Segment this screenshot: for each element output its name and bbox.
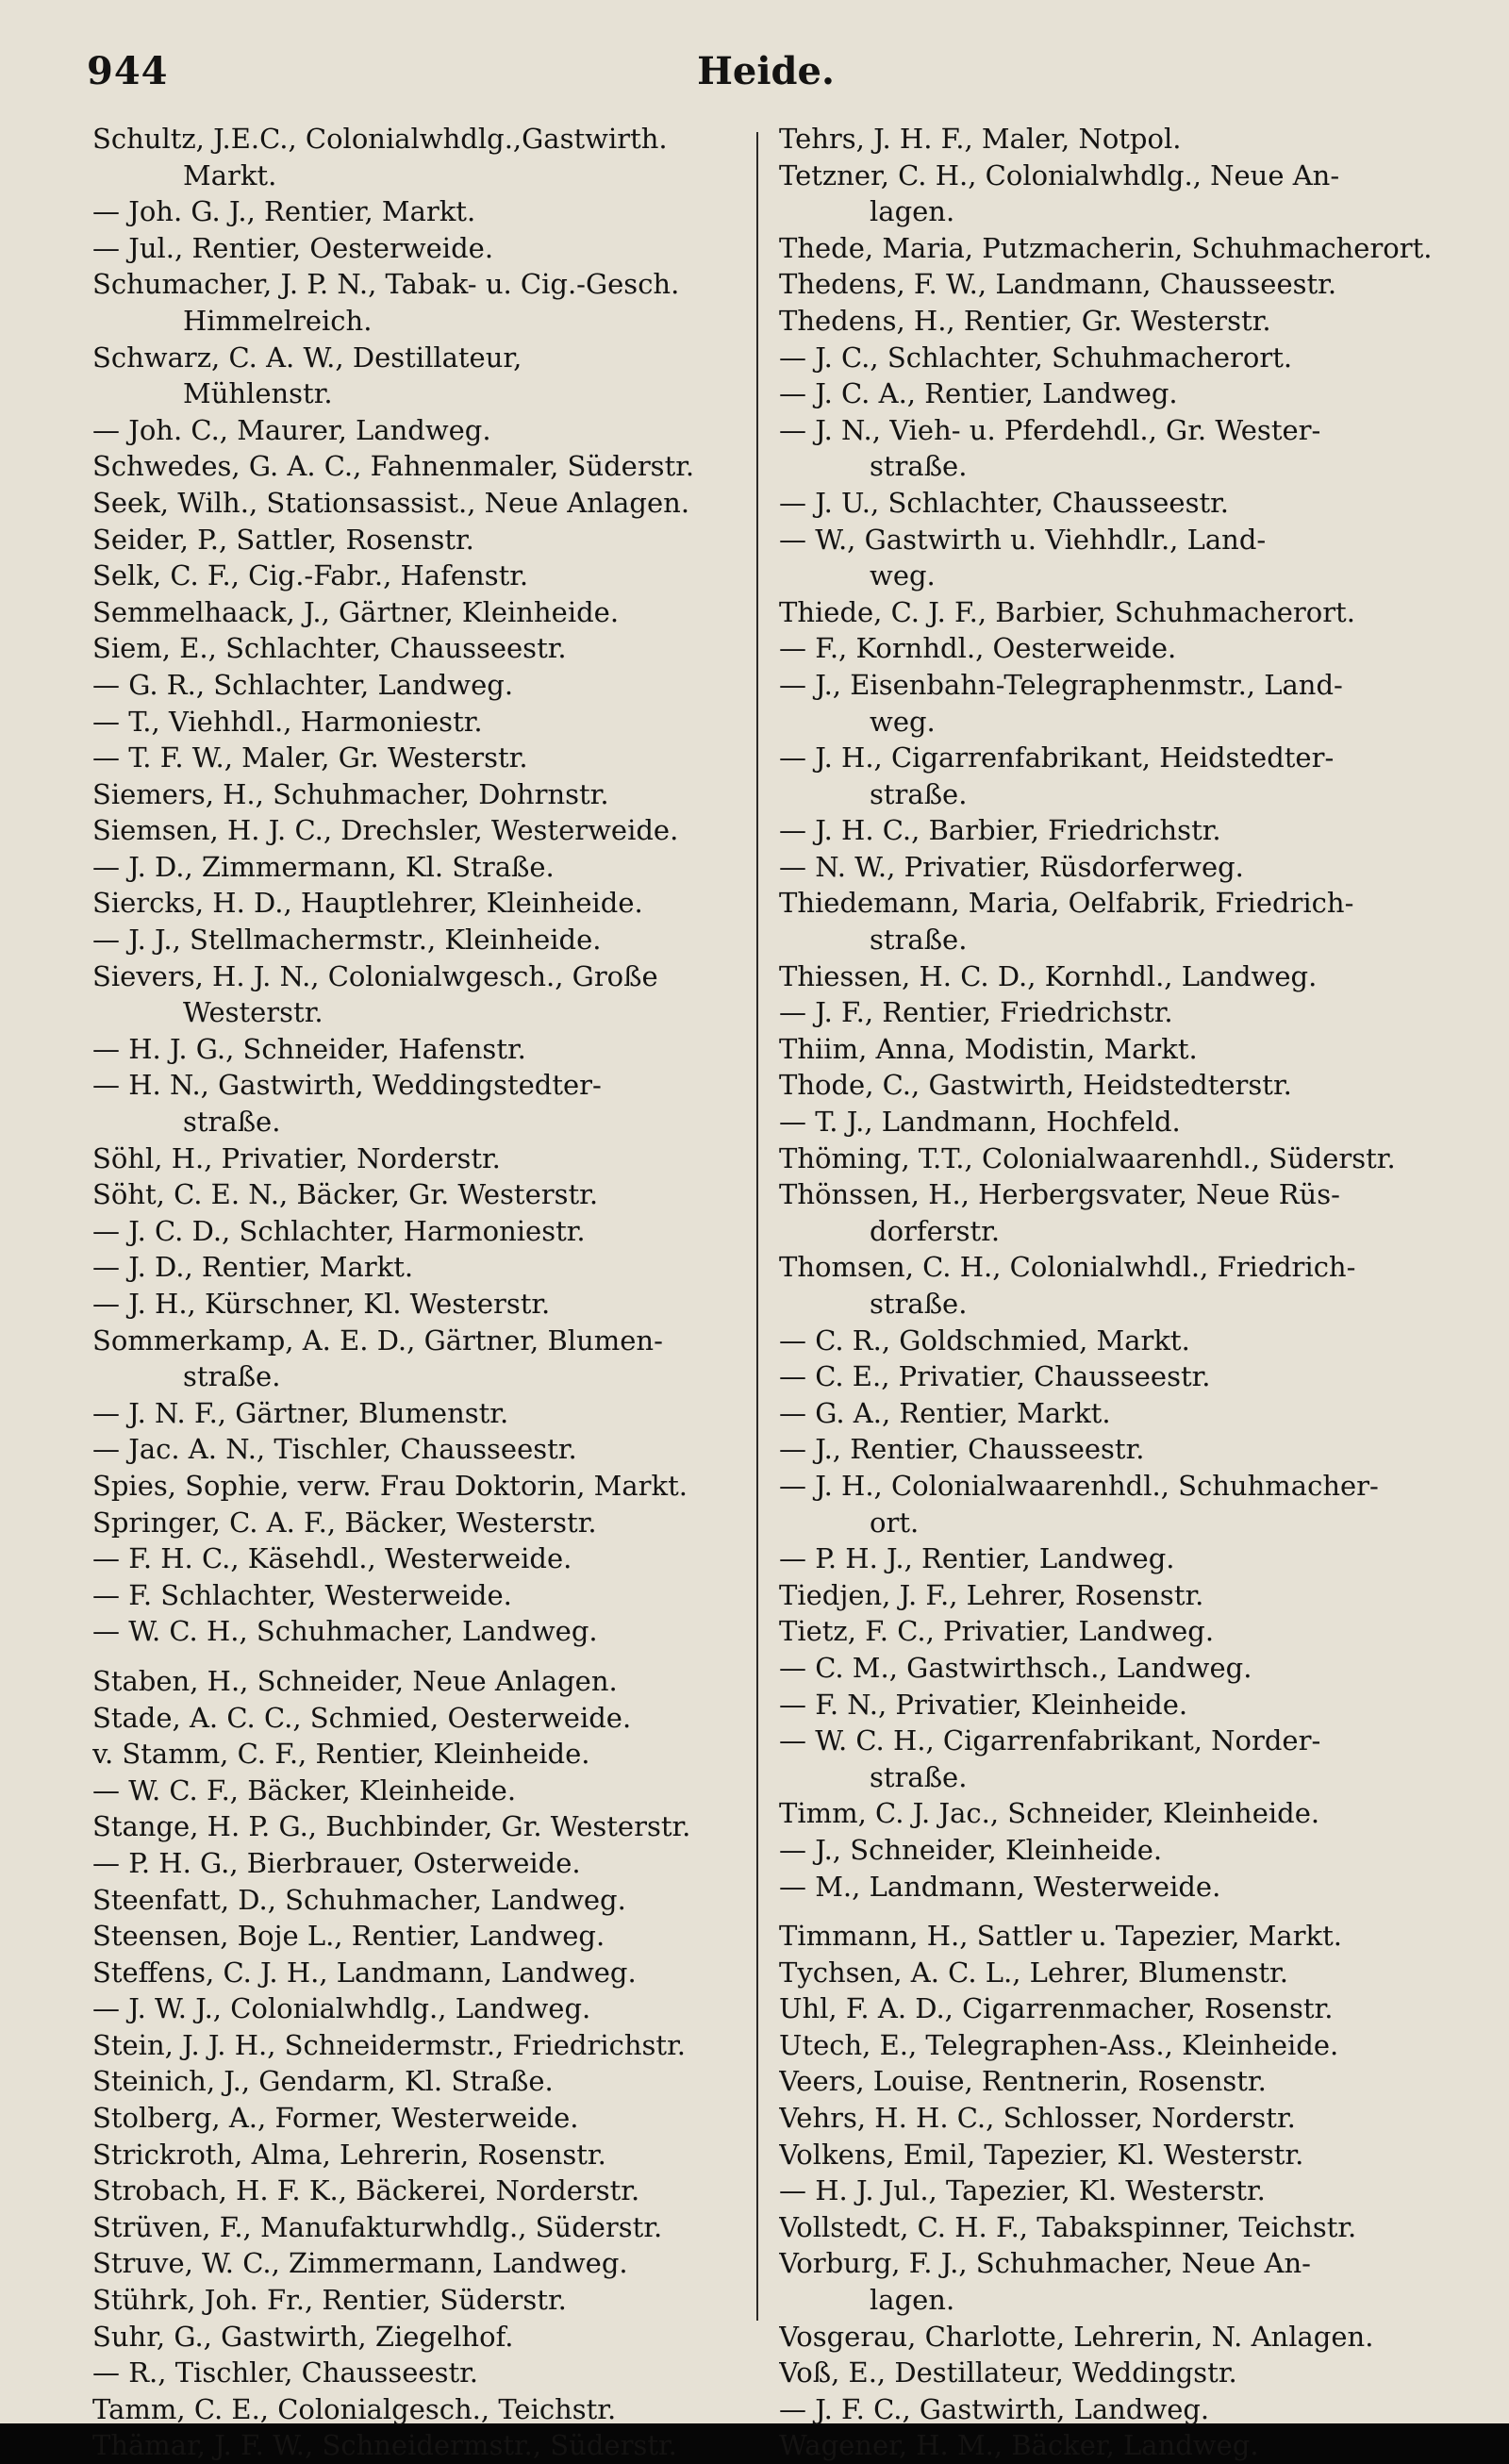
directory-entry: — G. R., Schlachter, Landweg. — [92, 668, 514, 701]
directory-entry: — F. H. C., Käsehdl., Westerweide. — [92, 1542, 572, 1575]
directory-entry: — W. C. F., Bäcker, Kleinheide. — [92, 1773, 517, 1806]
directory-entry: — J. C. A., Rentier, Landweg. — [779, 377, 1178, 410]
directory-entry: Stade, A. C. C., Schmied, Oesterweide. — [92, 1701, 632, 1734]
directory-entry: — W. C. H., Cigarrenfabrikant, Norder- — [779, 1724, 1321, 1757]
directory-entry: — T. F. W., Maler, Gr. Westerstr. — [92, 741, 528, 774]
directory-entry: — H. N., Gastwirth, Weddingstedter- — [92, 1069, 602, 1102]
directory-entry: Thiedemann, Maria, Oelfabrik, Friedrich- — [779, 887, 1354, 920]
directory-entry: Seider, P., Sattler, Rosenstr. — [92, 523, 474, 556]
entry-continuation: straße. — [870, 1288, 968, 1320]
directory-entry: — W. C. H., Schuhmacher, Landweg. — [92, 1615, 598, 1648]
entry-continuation: straße. — [870, 1760, 968, 1793]
directory-entry: — J. F., Rentier, Friedrichstr. — [779, 996, 1173, 1029]
directory-entry: Tychsen, A. C. L., Lehrer, Blumenstr. — [779, 1956, 1288, 1989]
directory-entry: Strüven, F., Manufakturwhdlg., Süderstr. — [92, 2210, 663, 2243]
directory-entry: Vehrs, H. H. C., Schlosser, Norderstr. — [779, 2102, 1296, 2135]
entry-continuation: dorferstr. — [870, 1214, 1001, 1247]
directory-entry: — J. D., Rentier, Markt. — [92, 1251, 414, 1284]
directory-entry: Schumacher, J. P. N., Tabak- u. Cig.-Gesch. — [92, 268, 680, 301]
directory-entry: — Joh. C., Maurer, Landweg. — [92, 413, 491, 446]
directory-entry: — W., Gastwirth u. Viehhdlr., Land- — [779, 523, 1267, 556]
directory-entry: Thiim, Anna, Modistin, Markt. — [779, 1032, 1198, 1065]
directory-entry: Timm, C. J. Jac., Schneider, Kleinheide. — [779, 1797, 1320, 1830]
left-column — [92, 121, 762, 2464]
directory-entry: Vollstedt, C. H. F., Tabakspinner, Teichstr. — [779, 2210, 1357, 2243]
directory-entry: Thönssen, H., Herbergsvater, Neue Rüs- — [779, 1178, 1340, 1211]
directory-entry: Siem, E., Schlachter, Chausseestr. — [92, 632, 567, 665]
directory-entry: — J. F. C., Gastwirth, Landweg. — [779, 2392, 1210, 2425]
directory-entry: — F., Kornhdl., Oesterweide. — [779, 632, 1177, 665]
directory-entry: Staben, H., Schneider, Neue Anlagen. — [92, 1664, 618, 1697]
directory-entry: Strickroth, Alma, Lehrerin, Rosenstr. — [92, 2138, 606, 2171]
directory-entry: Steinich, J., Gendarm, Kl. Straße. — [92, 2065, 554, 2098]
directory-entry: Steffens, C. J. H., Landmann, Landweg. — [92, 1956, 637, 1989]
directory-entry: — G. A., Rentier, Markt. — [779, 1396, 1111, 1429]
entry-continuation: weg. — [870, 705, 936, 738]
directory-entry: — F. Schlachter, Westerweide. — [92, 1578, 512, 1611]
directory-entry: Thomsen, C. H., Colonialwhdl., Friedrich- — [779, 1251, 1356, 1284]
directory-entry: Springer, C. A. F., Bäcker, Westerstr. — [92, 1506, 597, 1539]
directory-entry: Spies, Sophie, verw. Frau Doktorin, Markt. — [92, 1469, 688, 1502]
entry-continuation: Markt. — [183, 158, 277, 191]
directory-entry: Struve, W. C., Zimmermann, Landweg. — [92, 2247, 628, 2280]
directory-entry: — J. H. C., Barbier, Friedrichstr. — [779, 814, 1221, 847]
directory-entry: Schwarz, C. A. W., Destillateur, — [92, 341, 522, 374]
directory-entry: Thede, Maria, Putzmacherin, Schuhmacherort. — [779, 231, 1433, 264]
directory-entry: Volkens, Emil, Tapezier, Kl. Westerstr. — [779, 2138, 1304, 2171]
directory-entry: Siemsen, H. J. C., Drechsler, Westerweide. — [92, 814, 679, 847]
directory-entry: Strobach, H. F. K., Bäckerei, Norderstr. — [92, 2174, 640, 2207]
column-divider — [756, 132, 758, 2321]
directory-entry: — J. C., Schlachter, Schuhmacherort. — [779, 341, 1293, 374]
directory-entry: Tiedjen, J. F., Lehrer, Rosenstr. — [779, 1578, 1204, 1611]
directory-entry: — M., Landmann, Westerweide. — [779, 1870, 1221, 1903]
directory-entry: Utech, E., Telegraphen-Ass., Kleinheide. — [779, 2028, 1339, 2061]
entry-continuation: straße. — [870, 450, 968, 483]
page-header — [87, 49, 1445, 106]
entry-continuation: straße. — [870, 777, 968, 810]
directory-entry: Vosgerau, Charlotte, Lehrerin, N. Anlagen. — [779, 2320, 1374, 2353]
directory-entry: Stührk, Joh. Fr., Rentier, Süderstr. — [92, 2284, 567, 2317]
directory-entry: Sommerkamp, A. E. D., Gärtner, Blumen- — [92, 1324, 663, 1357]
directory-entry: — Jul., Rentier, Oesterweide. — [92, 231, 494, 264]
directory-entry: — H. J. Jul., Tapezier, Kl. Westerstr. — [779, 2174, 1266, 2207]
directory-entry: Söhl, H., Privatier, Norderstr. — [92, 1141, 501, 1174]
directory-entry: — J. H., Colonialwaarenhdl., Schuhmacher- — [779, 1469, 1379, 1502]
directory-entry: Thöming, T.T., Colonialwaarenhdl., Süderstr. — [779, 1141, 1396, 1174]
directory-entry: — F. N., Privatier, Kleinheide. — [779, 1688, 1188, 1721]
directory-entry: Tehrs, J. H. F., Maler, Notpol. — [779, 123, 1182, 155]
directory-entry: — R., Tischler, Chausseestr. — [92, 2356, 479, 2389]
entry-continuation: lagen. — [870, 195, 955, 228]
directory-entry: — N. W., Privatier, Rüsdorferweg. — [779, 850, 1244, 883]
directory-entry: Söht, C. E. N., Bäcker, Gr. Westerstr. — [92, 1178, 599, 1211]
entry-continuation: weg. — [870, 559, 936, 592]
directory-entry: Sievers, H. J. N., Colonialwgesch., Große — [92, 959, 658, 992]
directory-entry: Uhl, F. A. D., Cigarrenmacher, Rosenstr. — [779, 1992, 1334, 2025]
entry-continuation: straße. — [870, 924, 968, 957]
entry-continuation: Westerstr. — [183, 996, 323, 1029]
directory-entry: — Joh. G. J., Rentier, Markt. — [92, 195, 476, 228]
directory-entry: Stolberg, A., Former, Westerweide. — [92, 2102, 579, 2135]
directory-entry: Stange, H. P. G., Buchbinder, Gr. Westerstr. — [92, 1810, 691, 1843]
directory-entry: — C. R., Goldschmied, Markt. — [779, 1324, 1190, 1357]
directory-entry: — J., Rentier, Chausseestr. — [779, 1433, 1145, 1466]
directory-entry: Schultz, J.E.C., Colonialwhdlg.,Gastwirth. — [92, 123, 668, 155]
directory-entry: Thämar, J. F. W., Schneidermstr., Süderstr. — [92, 2429, 677, 2462]
directory-entry: Suhr, G., Gastwirth, Ziegelhof. — [92, 2320, 514, 2353]
directory-entry: Stein, J. J. H., Schneidermstr., Friedrichstr. — [92, 2028, 686, 2061]
directory-entry: — J., Eisenbahn-Telegraphenmstr., Land- — [779, 668, 1343, 701]
directory-entry: — J. C. D., Schlachter, Harmoniestr. — [92, 1214, 586, 1247]
directory-entry: — J., Schneider, Kleinheide. — [779, 1833, 1163, 1866]
directory-entry: — C. M., Gastwirthsch., Landweg. — [779, 1651, 1252, 1684]
directory-entry: — J. H., Cigarrenfabrikant, Heidstedter- — [779, 741, 1335, 774]
directory-entry: Tetzner, C. H., Colonialwhdlg., Neue An- — [779, 158, 1340, 191]
directory-entry: Semmelhaack, J., Gärtner, Kleinheide. — [92, 595, 620, 628]
directory-entry: Schwedes, G. A. C., Fahnenmaler, Süderstr. — [92, 450, 695, 483]
directory-entry: — T., Viehhdl., Harmoniestr. — [92, 705, 483, 738]
directory-entry: Veers, Louise, Rentnerin, Rosenstr. — [779, 2065, 1267, 2098]
directory-entry: Siemers, H., Schuhmacher, Dohrnstr. — [92, 777, 609, 810]
directory-entry: — J. J., Stellmachermstr., Kleinheide. — [92, 924, 602, 957]
directory-entry: — P. H. G., Bierbrauer, Osterweide. — [92, 1846, 581, 1879]
directory-entry: — C. E., Privatier, Chausseestr. — [779, 1360, 1211, 1393]
directory-entry: Timmann, H., Sattler u. Tapezier, Markt. — [779, 1920, 1342, 1953]
directory-entry: — J. H., Kürschner, Kl. Westerstr. — [92, 1288, 551, 1320]
directory-entry: Thedens, F. W., Landmann, Chausseestr. — [779, 268, 1337, 301]
directory-entry: Tamm, C. E., Colonialgesch., Teichstr. — [92, 2392, 617, 2425]
entry-continuation: lagen. — [870, 2284, 955, 2317]
directory-entry: — T. J., Landmann, Hochfeld. — [779, 1106, 1181, 1139]
directory-entry: Thiessen, H. C. D., Kornhdl., Landweg. — [779, 959, 1318, 992]
running-title: Heide. — [697, 49, 835, 93]
directory-entry: Vorburg, F. J., Schuhmacher, Neue An- — [779, 2247, 1311, 2280]
directory-entry: — Jac. A. N., Tischler, Chausseestr. — [92, 1433, 577, 1466]
directory-entry: Wagener, H. M., Bäcker, Landweg. — [779, 2429, 1259, 2462]
entry-continuation: straße. — [183, 1106, 281, 1139]
entry-continuation: straße. — [183, 1360, 281, 1393]
directory-entry: Thode, C., Gastwirth, Heidstedterstr. — [779, 1069, 1292, 1102]
directory-entry: — J. U., Schlachter, Chausseestr. — [779, 486, 1230, 519]
entry-continuation: Himmelreich. — [183, 304, 373, 337]
right-column — [779, 121, 1449, 2464]
directory-entry: — J. D., Zimmermann, Kl. Straße. — [92, 850, 555, 883]
page-number: 944 — [87, 49, 169, 93]
directory-entry: Siercks, H. D., Hauptlehrer, Kleinheide. — [92, 887, 643, 920]
directory-entry: Selk, C. F., Cig.-Fabr., Hafenstr. — [92, 559, 529, 592]
entry-continuation: Mühlenstr. — [183, 377, 333, 410]
directory-entry: Tietz, F. C., Privatier, Landweg. — [779, 1615, 1215, 1648]
directory-entry: — H. J. G., Schneider, Hafenstr. — [92, 1032, 526, 1065]
directory-entry: v. Stamm, C. F., Rentier, Kleinheide. — [92, 1738, 590, 1771]
directory-entry: — J. N., Vieh- u. Pferdehdl., Gr. Wester- — [779, 413, 1321, 446]
entry-continuation: ort. — [870, 1506, 920, 1539]
directory-entry: Thedens, H., Rentier, Gr. Westerstr. — [779, 304, 1271, 337]
directory-entry: Thiede, C. J. F., Barbier, Schuhmacherort. — [779, 595, 1355, 628]
directory-entry: — J. W. J., Colonialwhdlg., Landweg. — [92, 1992, 591, 2025]
directory-entry: Steensen, Boje L., Rentier, Landweg. — [92, 1920, 605, 1953]
directory-entry: Voß, E., Destillateur, Weddingstr. — [779, 2356, 1237, 2389]
directory-entry: Seek, Wilh., Stationsassist., Neue Anlagen. — [92, 486, 690, 519]
directory-entry: Steenfatt, D., Schuhmacher, Landweg. — [92, 1883, 626, 1916]
directory-entry: — J. N. F., Gärtner, Blumenstr. — [92, 1396, 509, 1429]
directory-entry: — P. H. J., Rentier, Landweg. — [779, 1542, 1175, 1575]
